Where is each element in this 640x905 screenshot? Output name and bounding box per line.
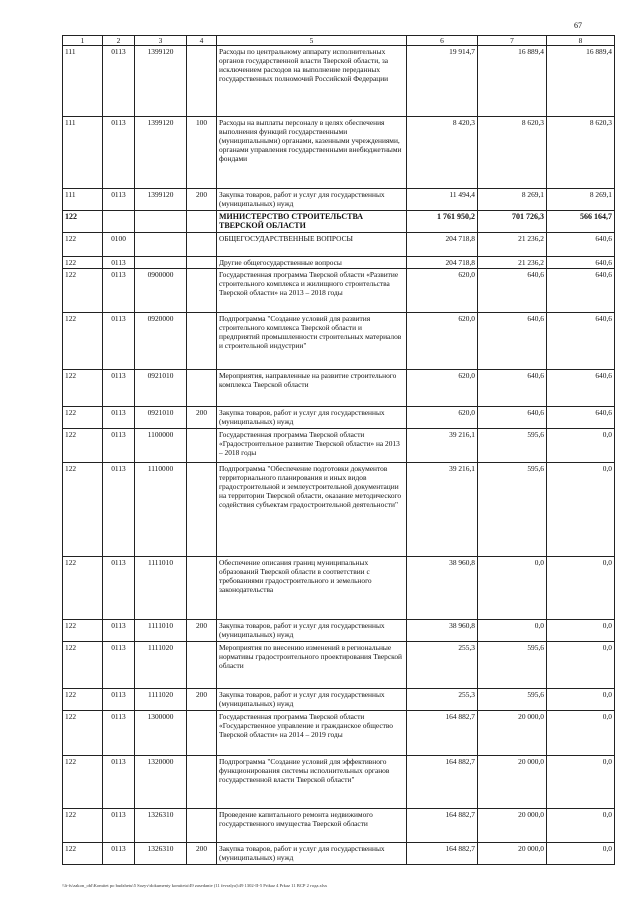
table-row — [63, 463, 615, 557]
section-code-cell: 0113 — [103, 370, 135, 407]
amount-2015-cell: 640,6 — [478, 313, 547, 370]
section-code-cell: 0113 — [103, 843, 135, 865]
table-row — [63, 642, 615, 689]
section-code-cell: 0113 — [103, 642, 135, 689]
ministry-code-cell: 122 — [63, 257, 103, 269]
expense-type-cell — [187, 429, 217, 463]
item-name-cell: Подпрограмма "Обеспечение подготовки документов территориального планирования и иных видов градостроительной и землеустроительной документации на территории Тверской области, оказание методического содействия субъектам градостроительной деятельности" — [217, 463, 407, 557]
ministry-code-cell: 122 — [63, 211, 103, 233]
table-row — [63, 689, 615, 711]
amount-2015-cell: 0,0 — [478, 620, 547, 642]
amount-2016-cell: 0,0 — [547, 429, 615, 463]
section-code-cell: 0113 — [103, 189, 135, 211]
ministry-code-cell: 122 — [63, 756, 103, 809]
section-code-cell: 0113 — [103, 756, 135, 809]
ministry-code-cell: 122 — [63, 557, 103, 620]
ministry-code-cell: 122 — [63, 313, 103, 370]
amount-2016-cell: 640,6 — [547, 257, 615, 269]
section-code-cell: 0113 — [103, 711, 135, 756]
ministry-code-cell: 122 — [63, 689, 103, 711]
column-number-header: 1 — [63, 36, 103, 46]
section-code-cell: 0113 — [103, 407, 135, 429]
expense-type-cell — [187, 370, 217, 407]
item-name-cell: Мероприятия, направленные на развитие строительного комплекса Тверской области — [217, 370, 407, 407]
expense-type-cell: 200 — [187, 843, 217, 865]
table-row — [63, 211, 615, 233]
column-number-header: 6 — [407, 36, 478, 46]
target-article-cell: 1399120 — [135, 189, 187, 211]
ministry-code-cell: 111 — [63, 189, 103, 211]
target-article-cell: 1399120 — [135, 117, 187, 189]
amount-2016-cell: 0,0 — [547, 642, 615, 689]
section-code-cell: 0113 — [103, 269, 135, 313]
amount-2015-cell: 640,6 — [478, 370, 547, 407]
target-article-cell: 1100000 — [135, 429, 187, 463]
expense-type-cell: 200 — [187, 189, 217, 211]
expense-type-cell — [187, 463, 217, 557]
item-name-cell: МИНИСТЕРСТВО СТРОИТЕЛЬСТВА ТВЕРСКОЙ ОБЛАСТИ — [217, 211, 407, 233]
column-number-header-row — [63, 36, 615, 46]
amount-2014-cell: 620,0 — [407, 269, 478, 313]
target-article-cell: 0921010 — [135, 407, 187, 429]
column-number-header: 8 — [547, 36, 615, 46]
amount-2015-cell: 640,6 — [478, 407, 547, 429]
ministry-code-cell: 122 — [63, 620, 103, 642]
section-code-cell: 0113 — [103, 46, 135, 117]
amount-2015-cell: 595,6 — [478, 429, 547, 463]
amount-2015-cell: 8 620,3 — [478, 117, 547, 189]
table-row — [63, 117, 615, 189]
ministry-code-cell: 122 — [63, 269, 103, 313]
target-article-cell: 1110000 — [135, 463, 187, 557]
ministry-code-cell: 122 — [63, 407, 103, 429]
target-article-cell: 1326310 — [135, 809, 187, 843]
amount-2015-cell: 20 000,0 — [478, 711, 547, 756]
target-article-cell: 1399120 — [135, 46, 187, 117]
target-article-cell: 0921010 — [135, 370, 187, 407]
section-code-cell: 0113 — [103, 557, 135, 620]
item-name-cell: Закупка товаров, работ и услуг для государственных (муниципальных) нужд — [217, 407, 407, 429]
column-number-header: 5 — [217, 36, 407, 46]
amount-2016-cell: 0,0 — [547, 689, 615, 711]
amount-2014-cell: 38 960,8 — [407, 620, 478, 642]
amount-2014-cell: 11 494,4 — [407, 189, 478, 211]
target-article-cell: 1300000 — [135, 711, 187, 756]
amount-2014-cell: 204 718,8 — [407, 233, 478, 257]
amount-2016-cell: 640,6 — [547, 233, 615, 257]
amount-2016-cell: 0,0 — [547, 711, 615, 756]
expense-type-cell — [187, 711, 217, 756]
expense-type-cell — [187, 642, 217, 689]
item-name-cell: Мероприятия по внесению изменений в региональные нормативы градостроительного проектирования Тверской области — [217, 642, 407, 689]
ministry-code-cell: 122 — [63, 642, 103, 689]
column-number-header: 3 — [135, 36, 187, 46]
amount-2016-cell: 0,0 — [547, 620, 615, 642]
table-row — [63, 257, 615, 269]
amount-2014-cell: 620,0 — [407, 313, 478, 370]
table-row — [63, 711, 615, 756]
target-article-cell: 1111020 — [135, 689, 187, 711]
section-code-cell: 0113 — [103, 689, 135, 711]
amount-2014-cell: 1 761 950,2 — [407, 211, 478, 233]
amount-2014-cell: 620,0 — [407, 370, 478, 407]
amount-2016-cell: 640,6 — [547, 407, 615, 429]
table-row — [63, 557, 615, 620]
amount-2014-cell: 39 216,1 — [407, 429, 478, 463]
amount-2014-cell: 164 882,7 — [407, 843, 478, 865]
item-name-cell: Закупка товаров, работ и услуг для государственных (муниципальных) нужд — [217, 843, 407, 865]
table-row — [63, 407, 615, 429]
item-name-cell: Другие общегосударственные вопросы — [217, 257, 407, 269]
table-row — [63, 233, 615, 257]
amount-2015-cell: 21 236,2 — [478, 233, 547, 257]
amount-2015-cell: 8 269,1 — [478, 189, 547, 211]
target-article-cell: 1111010 — [135, 557, 187, 620]
column-number-header: 7 — [478, 36, 547, 46]
amount-2015-cell: 21 236,2 — [478, 257, 547, 269]
amount-2016-cell: 0,0 — [547, 809, 615, 843]
expense-type-cell: 200 — [187, 407, 217, 429]
amount-2016-cell: 640,6 — [547, 269, 615, 313]
expense-type-cell — [187, 233, 217, 257]
table-row — [63, 189, 615, 211]
amount-2014-cell: 164 882,7 — [407, 809, 478, 843]
section-code-cell — [103, 211, 135, 233]
item-name-cell: Подпрограмма "Создание условий для развития строительного комплекса Тверской области и предприятий промышленности строительных материалов и строительной индустрии" — [217, 313, 407, 370]
ministry-code-cell: 122 — [63, 233, 103, 257]
section-code-cell: 0113 — [103, 117, 135, 189]
amount-2016-cell: 0,0 — [547, 557, 615, 620]
expense-type-cell — [187, 46, 217, 117]
target-article-cell: 0920000 — [135, 313, 187, 370]
amount-2015-cell: 20 000,0 — [478, 843, 547, 865]
expense-type-cell — [187, 756, 217, 809]
target-article-cell: 1111020 — [135, 642, 187, 689]
amount-2015-cell: 595,6 — [478, 689, 547, 711]
section-code-cell: 0113 — [103, 809, 135, 843]
amount-2016-cell: 0,0 — [547, 463, 615, 557]
table-row — [63, 843, 615, 865]
target-article-cell: 1326310 — [135, 843, 187, 865]
amount-2014-cell: 255,3 — [407, 689, 478, 711]
section-code-cell: 0113 — [103, 429, 135, 463]
amount-2014-cell: 204 718,8 — [407, 257, 478, 269]
item-name-cell: Закупка товаров, работ и услуг для государственных (муниципальных) нужд — [217, 189, 407, 211]
column-number-header: 4 — [187, 36, 217, 46]
target-article-cell — [135, 233, 187, 257]
target-article-cell: 1111010 — [135, 620, 187, 642]
expense-type-cell — [187, 257, 217, 269]
ministry-code-cell: 111 — [63, 117, 103, 189]
expense-type-cell — [187, 211, 217, 233]
amount-2015-cell: 595,6 — [478, 463, 547, 557]
expense-type-cell: 100 — [187, 117, 217, 189]
amount-2015-cell: 701 726,3 — [478, 211, 547, 233]
ministry-code-cell: 111 — [63, 46, 103, 117]
item-name-cell: Государственная программа Тверской области «Градостроительное развитие Тверской области» на 2013 – 2018 годы — [217, 429, 407, 463]
amount-2014-cell: 164 882,7 — [407, 756, 478, 809]
amount-2014-cell: 39 216,1 — [407, 463, 478, 557]
expense-type-cell: 200 — [187, 620, 217, 642]
target-article-cell — [135, 211, 187, 233]
amount-2015-cell: 16 889,4 — [478, 46, 547, 117]
amount-2016-cell: 8 269,1 — [547, 189, 615, 211]
amount-2014-cell: 620,0 — [407, 407, 478, 429]
expense-type-cell — [187, 809, 217, 843]
file-path-footer: \\lt-fs\zakon_obl\Komitet po budzhetu\5 Sozyv\dokumenty komiteta\49 zasedanie (11 fevralya)\49 1302-II-5 Prikaz 4 Prkaz 11 ВСР 2 года.xlsx — [62, 883, 328, 888]
amount-2015-cell: 20 000,0 — [478, 756, 547, 809]
amount-2014-cell: 38 960,8 — [407, 557, 478, 620]
amount-2016-cell: 640,6 — [547, 313, 615, 370]
amount-2016-cell: 16 889,4 — [547, 46, 615, 117]
section-code-cell: 0113 — [103, 257, 135, 269]
expense-type-cell: 200 — [187, 689, 217, 711]
budget-table — [62, 35, 615, 865]
section-code-cell: 0113 — [103, 620, 135, 642]
item-name-cell: Государственная программа Тверской области «Развитие строительного комплекса и жилищного строительства Тверской области» на 2013 – 2018 годы — [217, 269, 407, 313]
column-number-header: 2 — [103, 36, 135, 46]
item-name-cell: Расходы на выплаты персоналу в целях обеспечения выполнения функций государственными (муниципальными) органами, казенными учреждениями, органами управления государственными внебюджетными фондами — [217, 117, 407, 189]
expense-type-cell — [187, 557, 217, 620]
amount-2015-cell: 640,6 — [478, 269, 547, 313]
amount-2016-cell: 8 620,3 — [547, 117, 615, 189]
target-article-cell: 0900000 — [135, 269, 187, 313]
amount-2014-cell: 8 420,3 — [407, 117, 478, 189]
ministry-code-cell: 122 — [63, 370, 103, 407]
table-row — [63, 809, 615, 843]
table-row — [63, 269, 615, 313]
target-article-cell — [135, 257, 187, 269]
target-article-cell: 1320000 — [135, 756, 187, 809]
amount-2014-cell: 255,3 — [407, 642, 478, 689]
amount-2016-cell: 0,0 — [547, 843, 615, 865]
item-name-cell: Закупка товаров, работ и услуг для государственных (муниципальных) нужд — [217, 689, 407, 711]
item-name-cell: Проведение капитального ремонта недвижимого государственного имущества Тверской области — [217, 809, 407, 843]
table-row — [63, 429, 615, 463]
section-code-cell: 0113 — [103, 313, 135, 370]
ministry-code-cell: 122 — [63, 429, 103, 463]
table-row — [63, 313, 615, 370]
ministry-code-cell: 122 — [63, 711, 103, 756]
ministry-code-cell: 122 — [63, 463, 103, 557]
amount-2015-cell: 20 000,0 — [478, 809, 547, 843]
item-name-cell: Подпрограмма "Создание условий для эффективного функционирования системы исполнительных органов государственной власти Тверской области" — [217, 756, 407, 809]
ministry-code-cell: 122 — [63, 843, 103, 865]
amount-2016-cell: 566 164,7 — [547, 211, 615, 233]
item-name-cell: Закупка товаров, работ и услуг для государственных (муниципальных) нужд — [217, 620, 407, 642]
table-row — [63, 756, 615, 809]
table-row — [63, 46, 615, 117]
item-name-cell: Государственная программа Тверской области «Государственное управление и гражданское общество Тверской области» на 2014 – 2019 годы — [217, 711, 407, 756]
amount-2014-cell: 19 914,7 — [407, 46, 478, 117]
page-number: 67 — [574, 21, 582, 30]
section-code-cell: 0100 — [103, 233, 135, 257]
table-row — [63, 370, 615, 407]
amount-2016-cell: 0,0 — [547, 756, 615, 809]
section-code-cell: 0113 — [103, 463, 135, 557]
amount-2014-cell: 164 882,7 — [407, 711, 478, 756]
ministry-code-cell: 122 — [63, 809, 103, 843]
amount-2016-cell: 640,6 — [547, 370, 615, 407]
amount-2015-cell: 595,6 — [478, 642, 547, 689]
item-name-cell: ОБЩЕГОСУДАРСТВЕННЫЕ ВОПРОСЫ — [217, 233, 407, 257]
table-row — [63, 620, 615, 642]
expense-type-cell — [187, 269, 217, 313]
item-name-cell: Обеспечение описания границ муниципальных образований Тверской области в соответствии с требованиями градостроительного и земельного законодательства — [217, 557, 407, 620]
expense-type-cell — [187, 313, 217, 370]
amount-2015-cell: 0,0 — [478, 557, 547, 620]
item-name-cell: Расходы по центральному аппарату исполнительных органов государственной власти Тверской области, за исключением расходов на выполнение переданных государственных полномочий Российской Федерации — [217, 46, 407, 117]
